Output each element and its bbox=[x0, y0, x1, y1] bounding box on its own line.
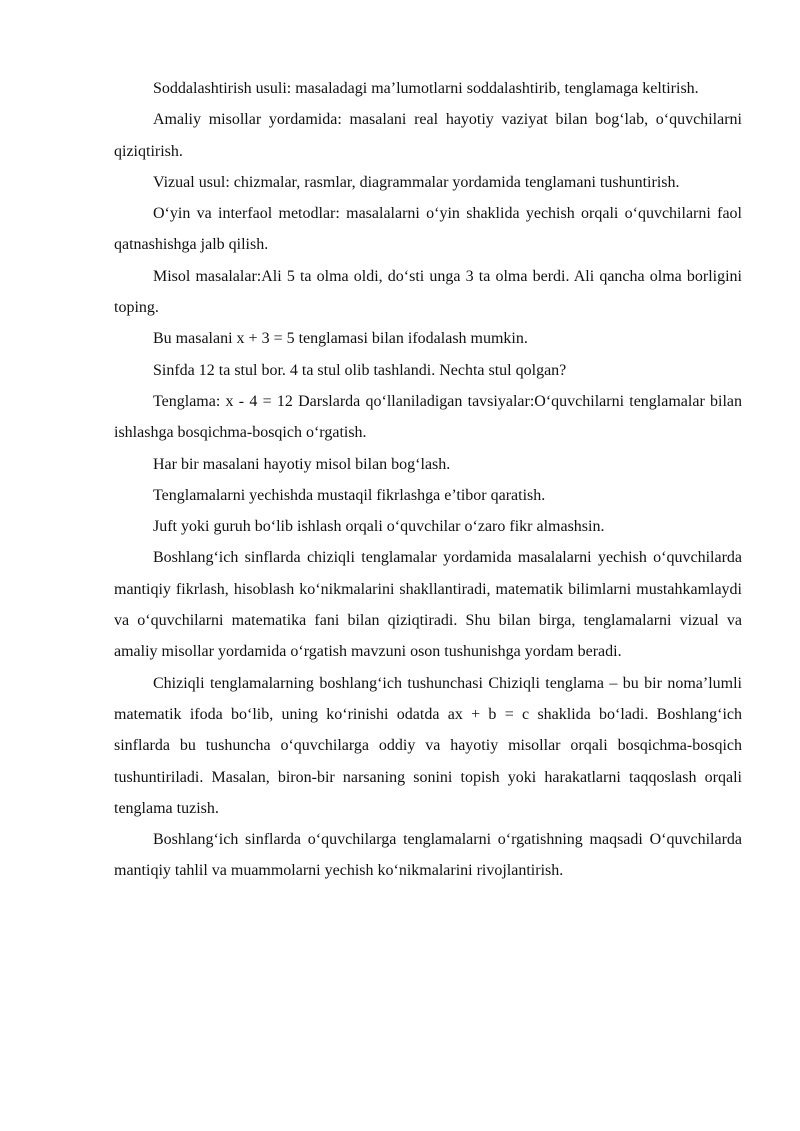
paragraph-lesson-recommendations: Tenglama: x - 4 = 12 Darslarda qo‘llaniladigan tavsiyalar:O‘quvchilarni tenglamalar bilan ishlashga bosqichma-bosqich o‘rgatish. bbox=[114, 392, 742, 442]
document-page bbox=[114, 73, 742, 887]
paragraph-independent-thinking: Tenglamalarni yechishda mustaqil fikrlashga e’tibor qaratish. bbox=[153, 486, 546, 504]
paragraph-example-problems: Misol masalalar:Ali 5 ta olma oldi, do‘sti unga 3 ta olma berdi. Ali qancha olma borligini toping. bbox=[114, 267, 742, 317]
paragraph-game-methods: O‘yin va interfaol metodlar: masalalarni o‘yin shaklida yechish orqali o‘quvchilarni faol qatnashishga jalb qilish. bbox=[114, 205, 742, 254]
paragraph-chairs-problem: Sinfda 12 ta stul bor. 4 ta stul olib tashlandi. Nechta stul qolgan? bbox=[153, 361, 567, 379]
paragraph-visual-method: Vizual usul: chizmalar, rasmlar, diagrammalar yordamida tenglamani tushuntirish. bbox=[153, 173, 680, 191]
paragraph-conclusion: Boshlang‘ich sinflarda chiziqli tenglamalar yordamida masalalarni yechish o‘quvchilarda mantiqiy fikrlash, hisoblash ko‘nikmalarini shakllantiradi, matematik bilimlarni mustahkamlaydi va o‘quvchilarni matematika fani bilan qiziqtiradi. Shu bilan birga, tenglamalarni vizual va amaliy misollar yordamida o‘rgatish mavzuni oson tushunishga yordam beradi. bbox=[114, 549, 742, 661]
paragraph-simplification-method: Soddalashtirish usuli: masaladagi ma’lumotlarni soddalashtirib, tenglamaga keltirish. bbox=[153, 80, 699, 97]
paragraph-practical-examples: Amaliy misollar yordamida: masalani real hayotiy vaziyat bilan bog‘lab, o‘quvchilarni qiziqtirish. bbox=[114, 111, 742, 160]
paragraph-equation-form: Bu masalani x + 3 = 5 tenglamasi bilan ifodalash mumkin. bbox=[153, 330, 528, 348]
paragraph-linear-equation-concept: Chiziqli tenglamalarning boshlang‘ich tushunchasi Chiziqli tenglama – bu bir noma’lumli matematik ifoda bo‘lib, uning ko‘rinishi odatda ax + b = c shaklida bo‘ladi. Boshlang‘ich sinflarda bu tushuncha o‘quvchilarga oddiy va hayotiy misollar orqali bosqichma-bosqich tushuntiriladi. Masalan, biron-bir narsaning sonini topish yoki harakatlarni taqqoslash orqali tenglama tuzish. bbox=[114, 674, 742, 817]
paragraph-life-examples: Har bir masalani hayotiy misol bilan bog‘lash. bbox=[153, 455, 451, 473]
paragraph-teaching-goal: Boshlang‘ich sinflarda o‘quvchilarga tenglamalarni o‘rgatishning maqsadi O‘quvchilarda mantiqiy tahlil va muammolarni yechish ko‘nikmalarini rivojlantirish. bbox=[114, 831, 742, 880]
paragraph-group-work: Juft yoki guruh bo‘lib ishlash orqali o‘quvchilar o‘zaro fikr almashsin. bbox=[153, 518, 605, 536]
